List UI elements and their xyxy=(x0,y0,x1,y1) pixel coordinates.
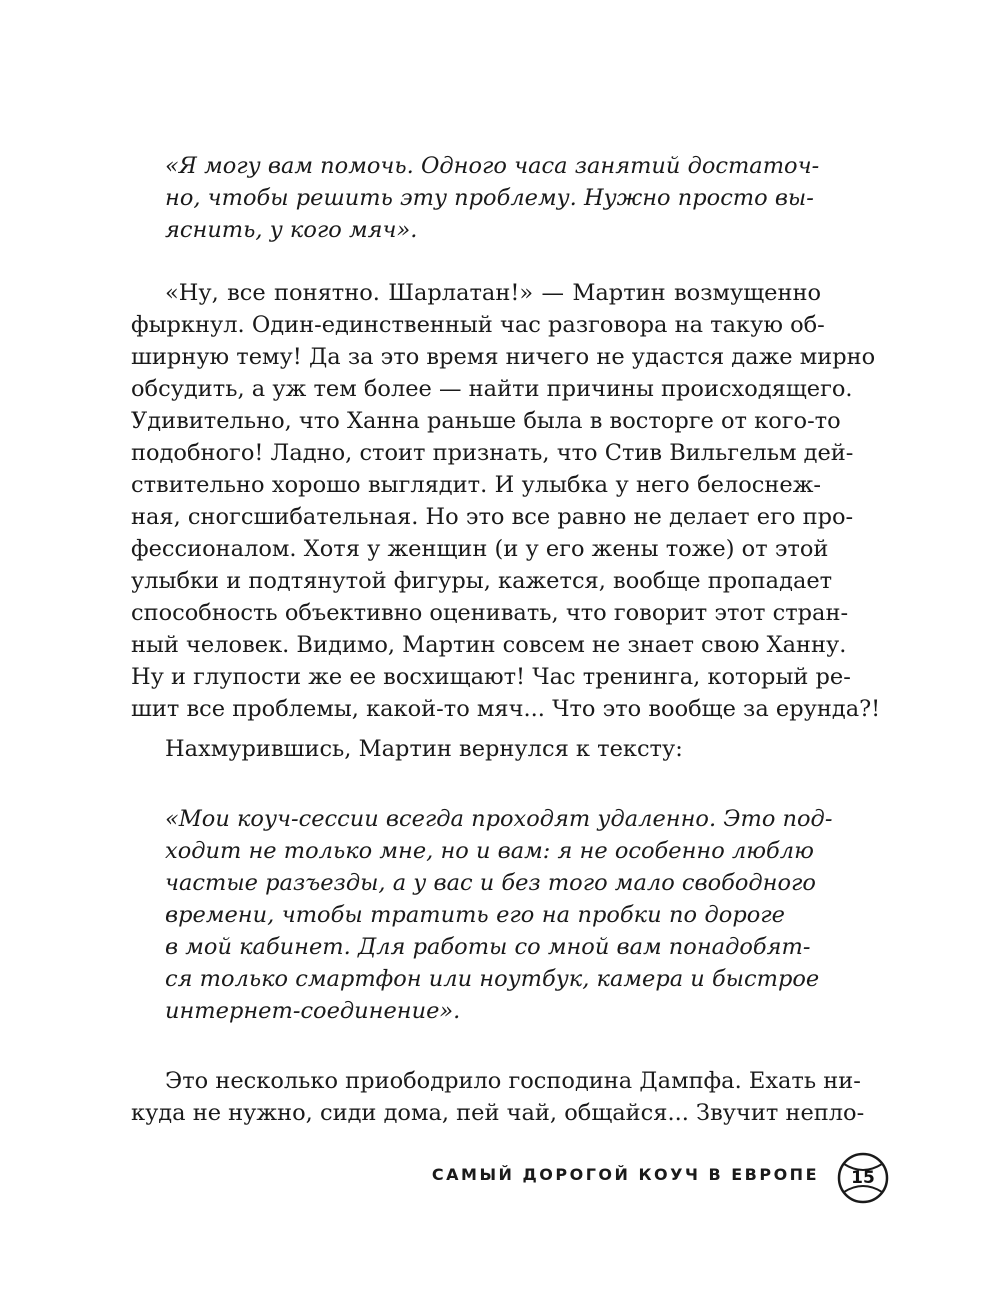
quote-line: частые разъезды, а у вас и без того мало свободного xyxy=(165,870,816,896)
paragraph-line: обсудить, а уж тем более — найти причины происходящего. xyxy=(131,376,853,402)
quote-line: времени, чтобы тратить его на пробки по дороге xyxy=(165,902,785,928)
quote-line: «Мои коуч-сессии всегда проходят удаленно. Это под- xyxy=(165,806,833,832)
paragraph-line: улыбки и подтянутой фигуры, кажется, вообще пропадает xyxy=(131,568,833,594)
page-number: 15 xyxy=(851,1168,875,1188)
running-title: САМЫЙ ДОРОГОЙ КОУЧ В ЕВРОПЕ xyxy=(431,1165,819,1184)
quote-line: но, чтобы решить эту проблему. Нужно просто вы- xyxy=(165,185,814,211)
paragraph-line: ный человек. Видимо, Мартин совсем не знает свою Ханну. xyxy=(131,632,847,658)
quote-line: интернет-соединение». xyxy=(165,998,461,1024)
quote-line: «Я могу вам помочь. Одного часа занятий достаточ- xyxy=(165,153,820,179)
paragraph-line: ствительно хорошо выглядит. И улыбка у него белоснеж- xyxy=(131,472,821,498)
paragraph-line: подобного! Ладно, стоит признать, что Стив Вильгельм дей- xyxy=(131,440,854,466)
quote-line: ся только смартфон или ноутбук, камера и быстрое xyxy=(165,966,820,992)
paragraph-line: шит все проблемы, какой-то мяч... Что это вообще за ерунда?! xyxy=(131,696,881,722)
quote-line: ходит не только мне, но и вам: я не особенно люблю xyxy=(165,838,814,864)
paragraph-line: ширную тему! Да за это время ничего не удастся даже мирно xyxy=(131,344,876,370)
quote-line: яснить, у кого мяч». xyxy=(165,217,418,243)
paragraph-line: Нахмурившись, Мартин вернулся к тексту: xyxy=(165,736,683,762)
paragraph-line: «Ну, все понятно. Шарлатан!» — Мартин возмущенно xyxy=(165,280,821,306)
paragraph-line: способность объективно оценивать, что говорит этот стран- xyxy=(131,600,849,626)
paragraph-line: Удивительно, что Ханна раньше была в восторге от кого-то xyxy=(131,408,841,434)
paragraph-line: Это несколько приободрило господина Дампфа. Ехать ни- xyxy=(165,1068,861,1094)
paragraph-line: куда не нужно, сиди дома, пей чай, общайся... Звучит непло- xyxy=(131,1100,865,1126)
paragraph-line: ная, сногсшибательная. Но это все равно не делает его про- xyxy=(131,504,854,530)
paragraph-line: фессионалом. Хотя у женщин (и у его жены тоже) от этой xyxy=(131,536,829,562)
quote-line: в мой кабинет. Для работы со мной вам понадобят- xyxy=(165,934,811,960)
paragraph-line: Ну и глупости же ее восхищают! Час тренинга, который ре- xyxy=(131,664,851,690)
paragraph-line: фыркнул. Один-единственный час разговора на такую об- xyxy=(131,312,825,338)
